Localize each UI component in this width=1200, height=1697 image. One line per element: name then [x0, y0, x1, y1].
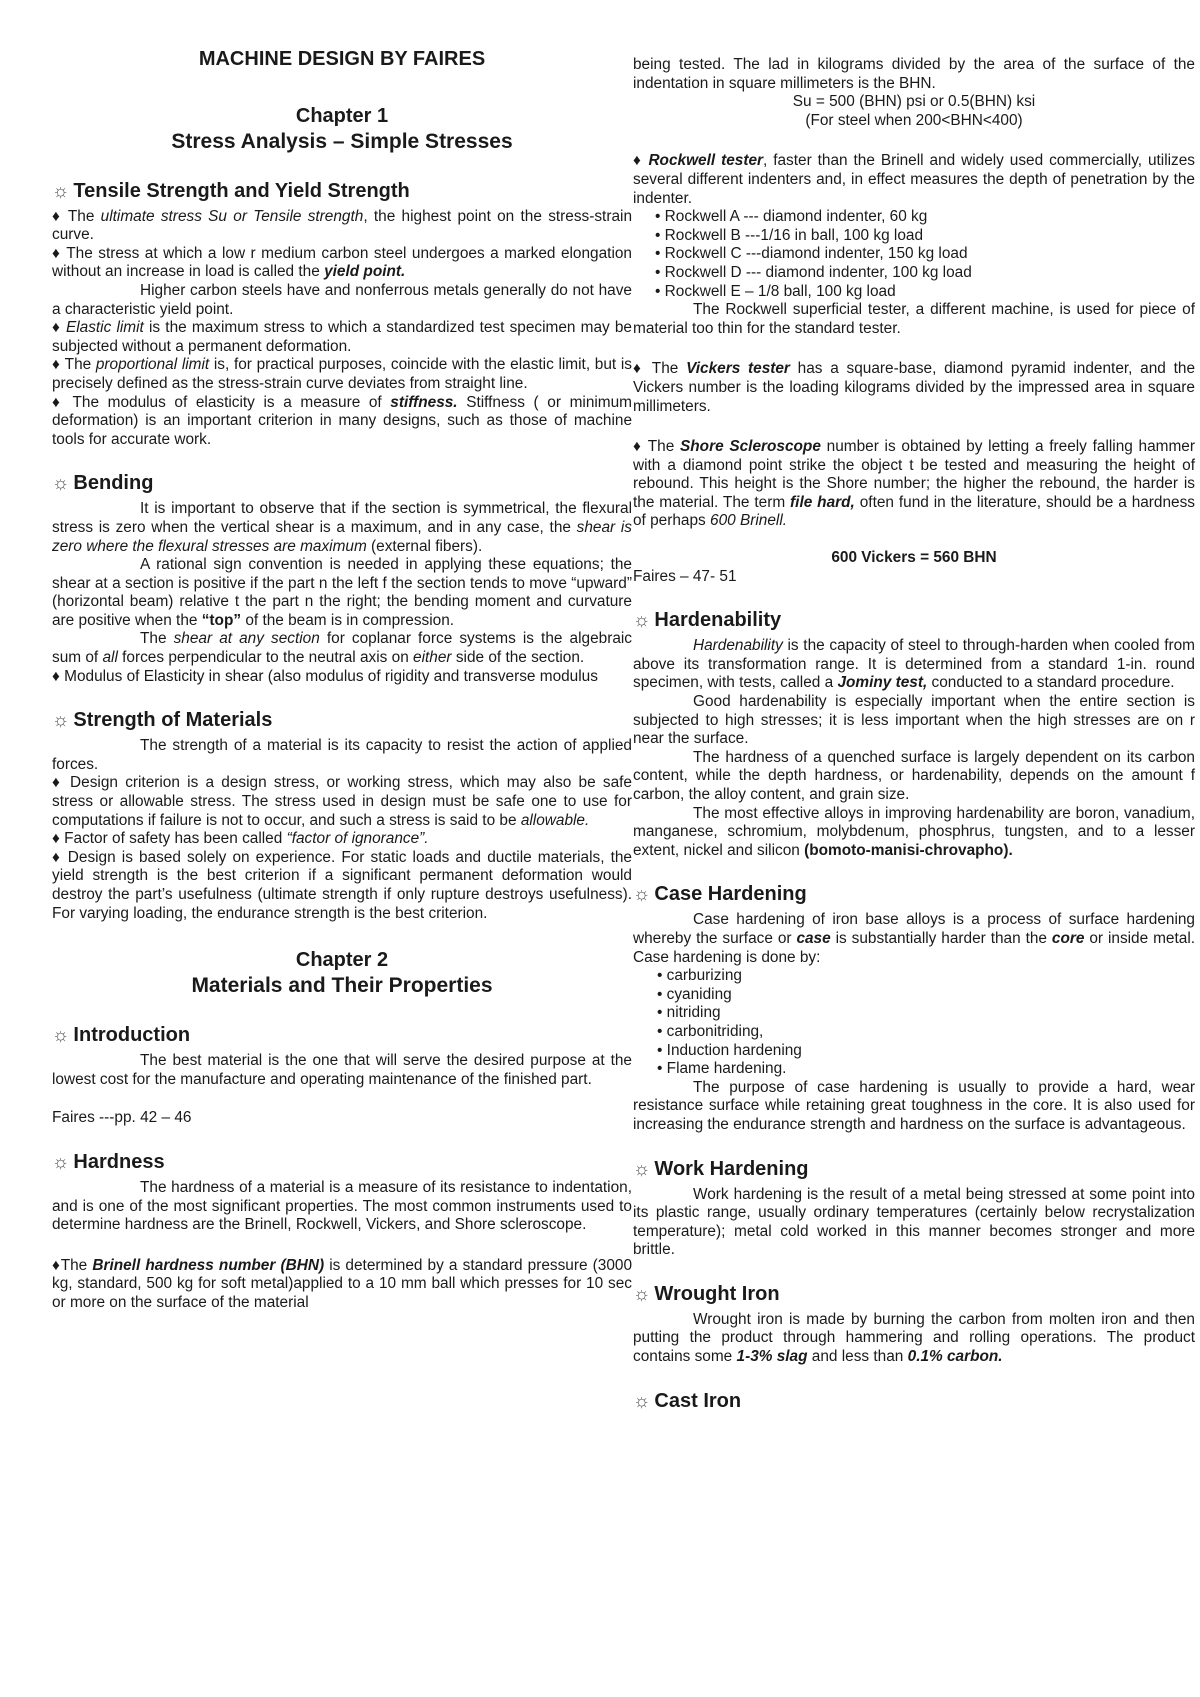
- paragraph: Work hardening is the result of a metal being stressed at some point into its plastic range, usually ordinary temperatures (certainly below recrystalization temperature); metal cold worked in this manner becomes stronger and more brittle.: [633, 1185, 1195, 1259]
- section-heading-wrought-iron: ☼ Wrought Iron: [633, 1282, 780, 1305]
- paragraph: ♦ Design is based solely on experience. For static loads and ductile materials, the yield strength is the best criterion if a significant permanent deformation would destroy the part’s usefulness (ultimate strength if only rupture destroys usefulness). For varying loading, the endurance strength is the best criterion.: [52, 848, 632, 922]
- list-item: • Rockwell E – 1/8 ball, 100 kg load: [655, 282, 896, 300]
- section-heading-hardness: ☼ Hardness: [52, 1150, 165, 1173]
- paragraph: ♦ The Shore Scleroscope number is obtained by letting a freely falling hammer with a diamond point strike the object t be tested and measuring the height of rebound. This height is the Shore number; the higher the rebound, the harder is the material. The term file hard, often fund in the literature, should be a hardness of perhaps 600 Brinell.: [633, 438, 1196, 530]
- formula-note: (For steel when 200<BHN<400): [805, 111, 1023, 129]
- sun-icon: ☼: [633, 1158, 651, 1180]
- section-heading-tensile: ☼ Tensile Strength and Yield Strength: [52, 179, 410, 202]
- sun-icon: ☼: [633, 884, 651, 906]
- sun-icon: ☼: [633, 1390, 651, 1412]
- paragraph: The most effective alloys in improving hardenability are boron, vanadium, manganese, schromium, molybdenum, phosphrus, tungsten, and to a lesser extent, nickel and silicon (bomoto-manisi-chrovapho).: [633, 804, 1195, 859]
- section-heading-hardenability: ☼ Hardenability: [633, 609, 782, 632]
- chapter-2-title: Materials and Their Properties: [191, 974, 493, 998]
- sun-icon: ☼: [52, 1151, 70, 1173]
- list-item: • Rockwell C ---diamond indenter, 150 kg load: [655, 245, 968, 263]
- paragraph: ♦ The modulus of elasticity is a measure of stiffness. Stiffness ( or minimum deformation) is an important criterion in many designs, such as those of machine tools for accurate work.: [52, 393, 632, 448]
- document-title: MACHINE DESIGN BY FAIRES: [198, 48, 486, 70]
- sun-icon: ☼: [52, 710, 70, 732]
- sun-icon: ☼: [52, 1025, 70, 1047]
- reference: Faires ---pp. 42 – 46: [52, 1109, 192, 1127]
- paragraph: The purpose of case hardening is usually to provide a hard, wear resistance surface while retaining great toughness in the core. It is also used for increasing the endurance strength and hardness on the surface is advantageous.: [633, 1078, 1195, 1133]
- left-column: [52, 40, 632, 1313]
- paragraph: Wrought iron is made by burning the carbon from molten iron and then putting the product through hammering and rolling operations. The product contains some 1-3% slag and less than 0.1% carbon.: [633, 1310, 1195, 1366]
- paragraph: ♦The Brinell hardness number (BHN) is determined by a standard pressure (3000 kg, standard, 500 kg for soft metal)applied to a 10 mm ball which presses for 10 sec or more on the surface of the material: [52, 1256, 632, 1311]
- paragraph: The shear at any section for coplanar force systems is the algebraic sum of all forces perpendicular to the neutral axis on either side of the section.: [52, 630, 632, 667]
- paragraph: Higher carbon steels have and nonferrous metals generally do not have a characteristic yield point.: [52, 281, 632, 318]
- list-item: • nitriding: [657, 1004, 721, 1022]
- list-item: • Flame hardening.: [657, 1060, 787, 1078]
- chapter-1-title: Stress Analysis – Simple Stresses: [171, 129, 513, 153]
- list-item: • Induction hardening: [657, 1041, 802, 1059]
- paragraph: The hardness of a quenched surface is largely dependent on its carbon content, while the depth hardness, or hardenability, depends on the amount f carbon, the alloy content, and grain size.: [633, 748, 1195, 803]
- chapter-2-label: Chapter 2: [295, 949, 389, 972]
- section-heading-case-hardening: ☼ Case Hardening: [633, 883, 807, 906]
- paragraph: ♦ The proportional limit is, for practical purposes, coincide with the elastic limit, but is precisely defined as the stress-strain curve deviates from straight line.: [52, 356, 632, 392]
- paragraph: Hardenability is the capacity of steel to through-harden when cooled from above its transformation range. It is determined from a standard 1-in. round specimen, with tests, called a Jominy test, conducted to a standard procedure.: [633, 637, 1195, 692]
- paragraph: ♦ The Vickers tester has a square-base, diamond pyramid indenter, and the Vickers number is the loading kilograms divided by the impressed area in square millimeters.: [633, 360, 1195, 415]
- paragraph: The best material is the one that will serve the desired purpose at the lowest cost for the manufacture and operating maintenance of the finished part.: [52, 1052, 632, 1088]
- section-heading-work-hardening: ☼ Work Hardening: [633, 1157, 809, 1180]
- sun-icon: ☼: [52, 473, 70, 495]
- paragraph: A rational sign convention is needed in applying these equations; the shear at a section is positive if the part n the left f the section tends to move “upward” (horizontal beam) relative t the part n the right; the bending moment and curvature are positive when the “top” of the beam is in compression.: [52, 556, 632, 629]
- paragraph: being tested. The lad in kilograms divided by the area of the surface of the indentation in square millimeters is the BHN.: [633, 56, 1195, 92]
- reference: Faires – 47- 51: [633, 567, 737, 585]
- paragraph: Good hardenability is especially important when the entire section is subjected to high stresses; it is less important when the high stresses are on r near the surface.: [633, 693, 1195, 748]
- sun-icon: ☼: [633, 610, 651, 632]
- formula: Su = 500 (BHN) psi or 0.5(BHN) ksi: [792, 93, 1036, 111]
- paragraph: The Rockwell superficial tester, a different machine, is used for piece of material too thin for the standard tester.: [633, 301, 1195, 337]
- paragraph: ♦ The ultimate stress Su or Tensile strength, the highest point on the stress-strain curve.: [52, 207, 632, 244]
- paragraph: It is important to observe that if the section is symmetrical, the flexural stress is zero when the vertical shear is a maximum, and in any case, the shear is zero where the flexural stresses are maximum (external fibers).: [52, 500, 632, 555]
- sun-icon: ☼: [52, 180, 70, 202]
- section-heading-strength: ☼ Strength of Materials: [52, 709, 273, 732]
- paragraph: ♦ Design criterion is a design stress, or working stress, which may also be safe stress or allowable stress. The stress used in design must be safe one to use for computations if failure is not to occur, and such a stress is said to be allowable.: [52, 774, 632, 829]
- list-item: • carburizing: [657, 967, 742, 985]
- list-item: • Rockwell B ---1/16 in ball, 100 kg load: [655, 226, 924, 244]
- list-item: • Rockwell A --- diamond indenter, 60 kg: [655, 208, 928, 226]
- chapter-1-label: Chapter 1: [295, 104, 389, 127]
- vickers-equivalence: 600 Vickers = 560 BHN: [831, 549, 997, 567]
- rockwell-list: [633, 208, 1195, 301]
- paragraph: ♦ Factor of safety has been called “factor of ignorance”.: [52, 830, 429, 848]
- paragraph: The hardness of a material is a measure of its resistance to indentation, and is one of the most significant properties. The most common instruments used to determine hardness are the Brinell, Rockwell, Vickers, and Shore scleroscope.: [52, 1178, 632, 1234]
- section-heading-bending: ☼ Bending: [52, 472, 154, 495]
- case-hardening-list: [633, 967, 1195, 1079]
- list-item: • Rockwell D --- diamond indenter, 100 kg load: [655, 263, 972, 281]
- list-item: • carbonitriding,: [657, 1022, 764, 1040]
- section-heading-introduction: ☼ Introduction: [52, 1024, 191, 1047]
- right-column: [633, 56, 1195, 1418]
- paragraph: The strength of a material is its capacity to resist the action of applied forces.: [52, 737, 632, 773]
- paragraph: ♦ The stress at which a low r medium carbon steel undergoes a marked elongation without an increase in load is called the yield point.: [52, 244, 632, 281]
- paragraph: Case hardening of iron base alloys is a process of surface hardening whereby the surface or case is substantially harder than the core or inside metal. Case hardening is done by:: [633, 911, 1196, 966]
- section-heading-cast-iron: ☼ Cast Iron: [633, 1389, 742, 1412]
- list-item: • cyaniding: [657, 985, 732, 1003]
- paragraph: ♦ Elastic limit is the maximum stress to which a standardized test specimen may be subjected without a permanent deformation.: [52, 319, 632, 355]
- sun-icon: ☼: [633, 1283, 651, 1305]
- paragraph: ♦ Modulus of Elasticity in shear (also modulus of rigidity and transverse modulus: [52, 667, 598, 685]
- paragraph: ♦ Rockwell tester, faster than the Brinell and widely used commercially, utilizes several different indenters and, in effect measures the depth of penetration by the indenter.: [633, 152, 1195, 207]
